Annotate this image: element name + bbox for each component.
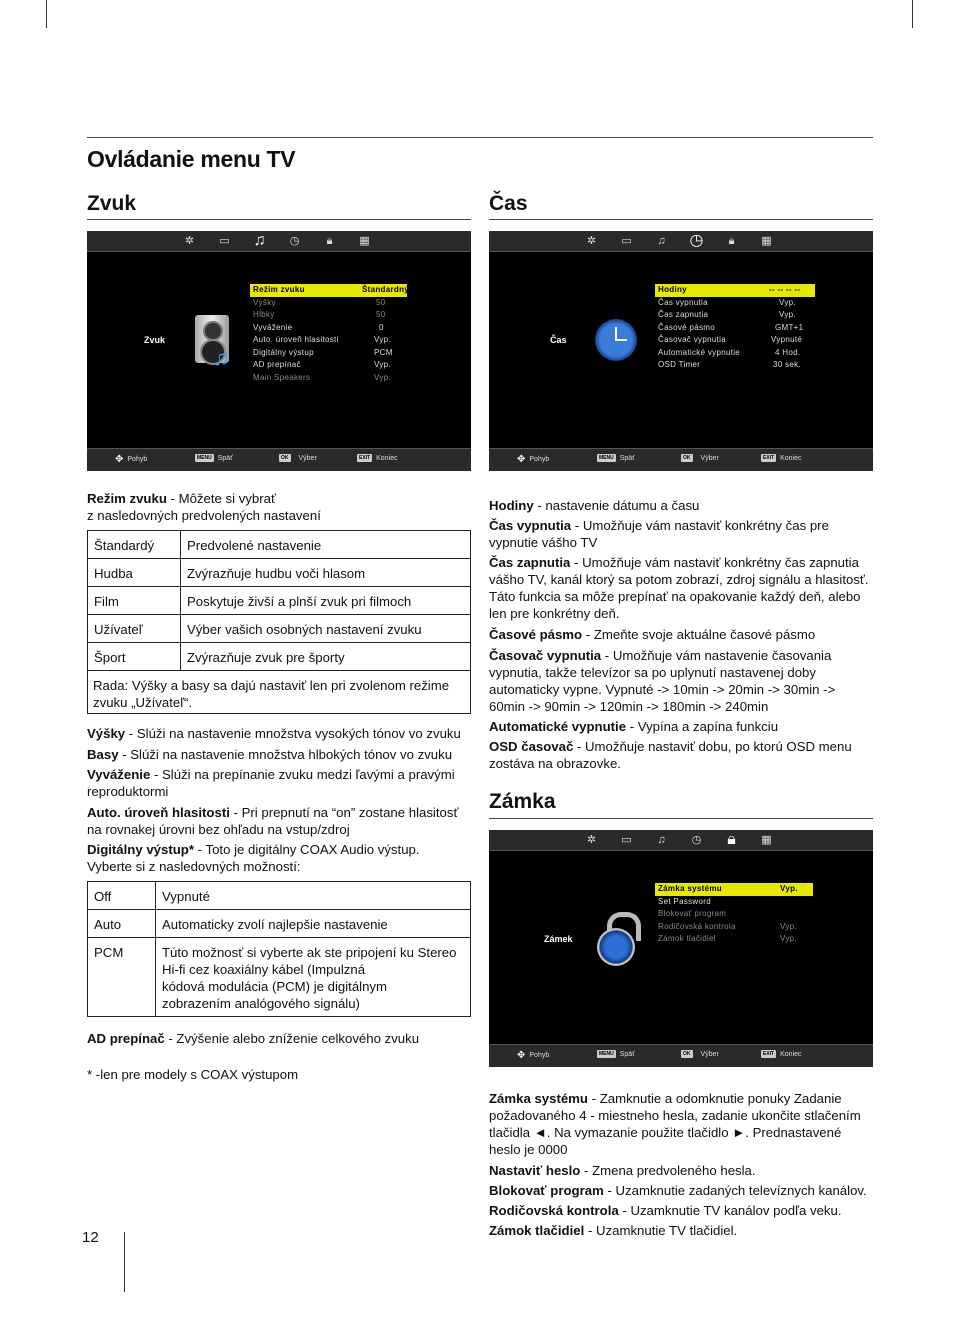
time-icon: ◷ [689,232,704,249]
lock-icon: 🔒︎ [326,235,333,247]
set-password-description: Nastaviť heslo - Zmena predvoleného hesla. [489,1163,756,1178]
sound-icon: ♫ [657,235,666,247]
lock-icon: 🔒︎ [727,831,736,848]
timezone-description: Časové pásmo - Zmeňte svoje aktuálne časové pásmo [489,627,816,642]
footnote: * -len pre modely s COAX výstupom [87,1067,299,1082]
exit-key-icon: EXIT [763,455,775,461]
digital-output-table [87,881,471,1017]
time-menu [655,284,815,372]
menu-row[interactable]: Čas vypnutia Vyp. [658,297,796,307]
ok-key-icon: OK [683,455,691,461]
lock-menu [655,883,813,946]
table-row: Hudba Zvýrazňuje hudbu voči hlasom [88,559,471,587]
move-arrows-icon: ✥ [517,454,526,465]
exit-key-icon: EXIT [359,455,371,461]
ad-switch-description: AD prepínač - Zvýšenie alebo zníženie celkového zvuku [87,1031,420,1046]
parental-control-description: Rodičovská kontrola - Uzamknutie TV kanálov podľa veku. [489,1203,842,1218]
tip-box: Rada: Výšky a basy sa dajú nastaviť len pri zvolenom režime zvuku „Užívateľ“. [87,671,471,714]
menu-row[interactable]: Časovač vypnutia Vypnuté [658,335,803,344]
move-arrows-icon: ✥ [115,454,124,465]
clock-illustration [595,319,637,361]
section-title-cas: Čas [489,192,528,215]
section-title-zamka: Zámka [489,790,556,813]
table-row: Auto Automaticky zvolí najlepšie nastavenie [88,910,471,938]
channel-icon: ▭ [621,235,632,247]
menu-row[interactable]: Zámka systému Vyp. [655,883,813,896]
menu-key-icon: MENU [599,1051,614,1057]
menu-row[interactable]: Rodičovská kontrola Vyp. [658,921,797,931]
tv-icon-bar [489,830,873,851]
section-rule [489,818,873,819]
tv-menu-label: Zvuk [144,335,166,345]
time-icon: ◷ [691,834,702,846]
sound-descriptions: Výšky - Slúži na nastavenie množstva vysokých tónov vo zvuku [87,726,461,741]
menu-row[interactable]: Main Speakers Vyp. [253,372,391,382]
move-arrows-icon: ✥ [517,1050,526,1061]
block-program-description: Blokovať program - Uzamknutie zadaných televíznych kanálov. [489,1183,867,1198]
menu-row[interactable]: Zámok tlačidiel Vyp. [658,934,797,943]
sleep-timer-description: Časovač vypnutia - Umožňuje vám nastavenie časovania vypnutia, takže televízor sa po uplynutí nastavenej doby automaticky vypne. Vypnuté -> 10min -> 20min -> 30min -> 60min -> 90min -> 120min -> 180min -> 240min [489,648,836,714]
menu-row[interactable]: Časové pásmo GMT+1 [658,322,804,332]
menu-row[interactable]: Auto. úroveň hlasitosti Vyp. [253,335,391,344]
menu-row[interactable]: Režim zvuku Štandardný [250,284,407,297]
table-row: Off Vypnuté [88,882,471,910]
menu-row[interactable]: AD prepínač Vyp. [253,360,391,369]
bass-description: Basy - Slúži na nastavenie množstva hlbokých tónov vo zvuku [87,747,453,762]
tv-hint-bar: ✥ Pohyb MENU Späť OK Výber EXIT Koniec [87,448,471,471]
sound-icon: ♫ [253,232,266,249]
page-number: 12 [82,1229,99,1246]
tv-menu-label: Zámek [544,934,573,944]
picture-settings-icon: ✲ [586,834,597,846]
sound-icon: ♫ [657,834,666,846]
clock-description: Hodiny - nastavenie dátumu a času [489,498,700,513]
off-time-description: Čas vypnutia - Umožňuje vám nastaviť konkrétny čas pre vypnutie vášho TV [489,518,829,550]
tv-screen-time [489,231,873,471]
padlock-illustration [595,912,639,966]
exit-key-icon: EXIT [763,1051,775,1057]
tv-hint-bar: ✥ Pohyb MENU Späť OK Výber EXIT Koniec [489,1044,873,1067]
picture-settings-icon: ✲ [586,235,597,247]
setup-icon: ▦ [761,235,772,247]
tv-icon-bar [87,231,471,252]
menu-row[interactable]: Blokovať program [658,909,727,918]
sound-menu [250,284,410,384]
tv-hint-bar: ✥ Pohyb MENU Späť OK Výber EXIT Koniec [489,448,873,471]
table-row: Film Poskytuje živší a plnší zvuk pri filmoch [88,587,471,615]
channel-icon: ▭ [219,235,230,247]
digital-output-description: Digitálny výstup* - Toto je digitálny COAX Audio výstup. Vyberte si z nasledovných možností: [87,842,420,874]
section-rule [489,219,873,220]
menu-row[interactable]: Vyváženie 0 [253,322,384,332]
setup-icon: ▦ [761,834,772,846]
setup-icon: ▦ [359,235,370,247]
menu-row[interactable]: OSD Timer 30 sek. [658,360,801,369]
sound-mode-table [87,530,471,671]
tv-menu-label: Čas [550,335,567,345]
menu-row[interactable]: Výšky 50 [253,297,386,307]
ok-key-icon: OK [281,455,289,461]
menu-row[interactable]: Čas zapnutia Vyp. [658,310,796,319]
speaker-illustration: ♫ [191,315,237,371]
menu-row[interactable]: Digitálny výstup PCM [253,347,393,357]
header-rule [87,137,873,138]
picture-settings-icon: ✲ [184,235,195,247]
section-title-zvuk: Zvuk [87,192,137,215]
crop-mark [46,0,47,28]
key-lock-description: Zámok tlačidiel - Uzamknutie TV tlačidiel. [489,1223,738,1238]
auto-off-description: Automatické vypnutie - Vypína a zapína funkciu [489,719,779,734]
menu-row[interactable]: Hodiny -- -- -- -- [655,284,815,297]
balance-description: Vyváženie - Slúži na prepínanie zvuku medzi ľavými a pravými reproduktormi [87,767,455,799]
menu-row[interactable]: Automatické vypnutie 4 Hod. [658,347,801,357]
lock-icon: 🔒︎ [728,235,735,247]
ok-key-icon: OK [683,1051,691,1057]
table-row: Užívateľ Výber vašich osobných nastavení zvuku [88,615,471,643]
crop-mark [912,0,913,28]
tv-icon-bar [489,231,873,252]
auto-volume-description: Auto. úroveň hlasitosti - Pri prepnutí na “on” zostane hlasitosť na rovnakej úrovni bez ohľadu na vstup/zdroj [87,805,459,837]
tv-screen-sound [87,231,471,471]
osd-timer-description: OSD časovač - Umožňuje nastaviť dobu, po ktorú OSD menu zostáva na obrazovke. [489,739,852,771]
menu-row[interactable]: Set Password [658,896,711,906]
channel-icon: ▭ [621,834,632,846]
time-icon: ◷ [289,235,300,247]
table-row: PCM Túto možnosť si vyberte ak ste pripojení ku Stereo Hi-fi cez koaxiálny kábel (Impulzná kódová modulácia (PCM) je digitálnym zobrazením analógového signálu) [88,938,471,1017]
system-lock-description: Zámka systému - Zamknutie a odomknutie ponuky Zadanie požadovaného 4 - miestneho hesla, zadanie ukončite stlačením tlačidla ◄. Na vymazanie použite tlačidlo ►. Prednastavené heslo je 0000 [489,1091,861,1157]
menu-key-icon: MENU [197,455,212,461]
sound-mode-intro: Režim zvuku - Môžete si vybrať z nasledovných predvolených nastavení [87,491,321,523]
menu-key-icon: MENU [599,455,614,461]
menu-row[interactable]: Hĺbky 50 [253,310,386,319]
on-time-description: Čas zapnutia - Umožňuje vám nastaviť konkrétny čas zapnutia vášho TV, kanál ktorý sa potom zobrazí, zdroj signálu a hlasitosť. Táto funkcia sa môže prepínať na opakovanie každý deň, alebo len pre konkrétny deň. [489,555,869,621]
table-row: Šport Zvýrazňuje zvuk pre športy [88,643,471,671]
page-title: Ovládanie menu TV [87,146,296,172]
section-rule [87,219,471,220]
tv-screen-lock [489,830,873,1067]
table-row: Štandardý Predvolené nastavenie [88,531,471,559]
crop-mark [124,1232,125,1292]
